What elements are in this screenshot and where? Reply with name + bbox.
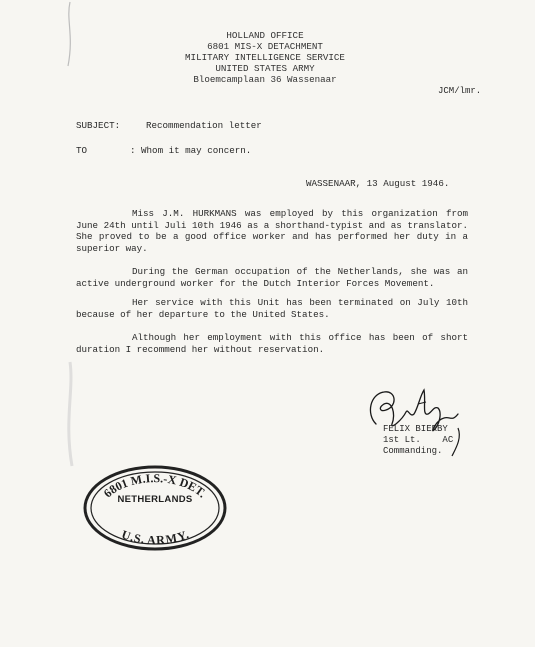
body-paragraph: [76, 332, 468, 355]
signatory-rank-line: [383, 435, 453, 446]
reference-initials: JCM/lmr.: [438, 86, 482, 96]
body-paragraph: [76, 266, 468, 289]
letterhead: [150, 30, 380, 85]
body-paragraph: [76, 208, 468, 254]
scan-scratch-mark: [60, 0, 80, 70]
letter-date: WASSENAAR, 13 August 1946.: [306, 178, 450, 189]
stamp-bottom-text: U.S. ARMY.: [119, 527, 191, 548]
letterhead-service: MILITARY INTELLIGENCE SERVICE: [185, 52, 345, 63]
paragraph-text: Her service with this Unit has been terminated on July 10th because of her departure to the United States.: [76, 297, 468, 320]
unit-stamp-seal: [80, 462, 230, 552]
stamp-middle-text: NETHERLANDS: [117, 494, 193, 505]
letterhead-address: Bloemcamplaan 36 Wassenaar: [193, 74, 337, 85]
letterhead-detachment: 6801 MIS-X DETACHMENT: [207, 41, 323, 52]
to-label: TO: [76, 145, 88, 156]
to-text: : Whom it may concern.: [130, 145, 252, 156]
signatory-rank: 1st Lt.: [383, 435, 421, 445]
paragraph-text: Although her employment with this office has been of short duration I recommend her without reservation.: [76, 332, 468, 355]
signature-block: [383, 424, 453, 457]
stamp-top-text: 6801 M.I.S.-X DET.: [100, 471, 210, 501]
paragraph-text: During the German occupation of the Netherlands, she was an active underground worker for the Dutch Interior Forces Movement.: [76, 266, 468, 289]
letterhead-army: UNITED STATES ARMY: [215, 63, 315, 74]
scan-scratch-mark: [58, 360, 82, 470]
subject-label: SUBJECT:: [76, 120, 121, 131]
body-paragraph: [76, 297, 468, 320]
signatory-title: Commanding.: [383, 446, 443, 456]
paragraph-text: Miss J.M. HURKMANS was employed by this organization from June 24th until Juli 10th 1946 as a shorthand-typist and as translator. She proved to be a good office worker and has performed her duty in a superior way.: [76, 208, 468, 254]
signatory-branch: AC: [442, 435, 454, 445]
subject-text: Recommendation letter: [146, 120, 262, 131]
signatory-name: FELIX BIERBY: [383, 424, 448, 434]
letterhead-office: HOLLAND OFFICE: [226, 30, 304, 41]
signature-flourish: [446, 426, 466, 460]
svg-text:U.S. ARMY.: [120, 527, 191, 547]
